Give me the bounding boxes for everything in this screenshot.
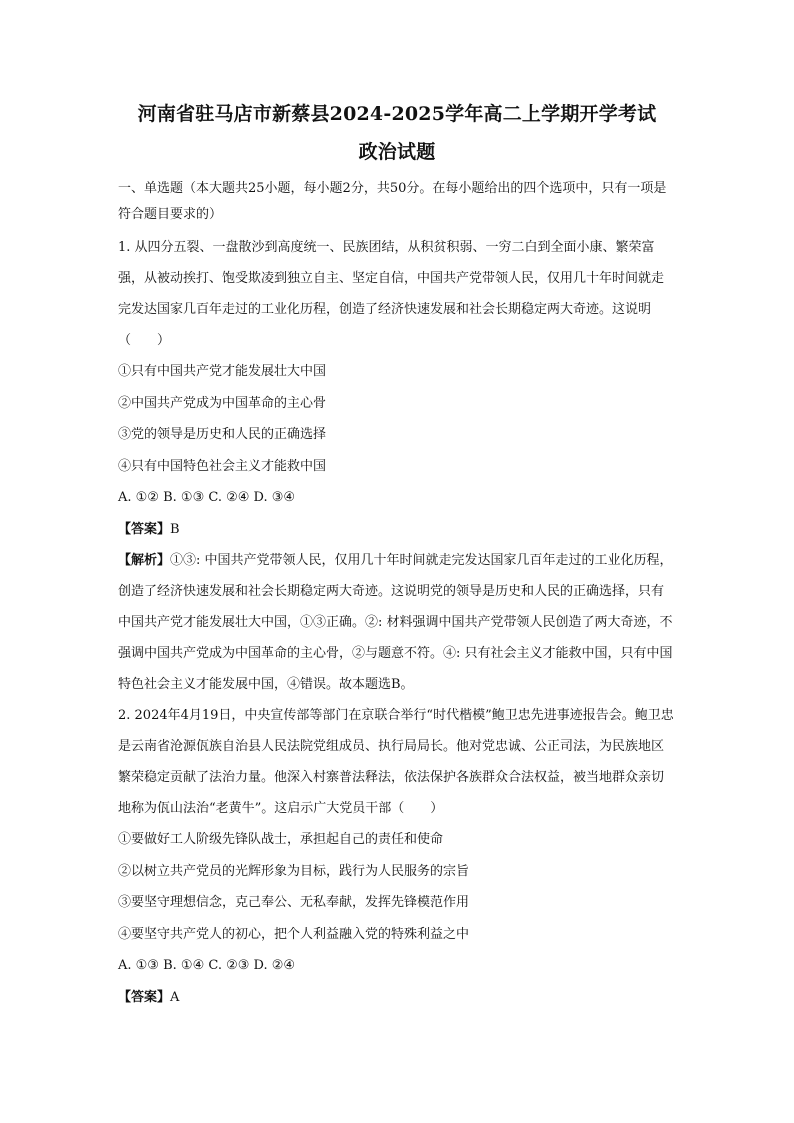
answer-value: B <box>170 521 180 537</box>
answer-line <box>118 982 676 1014</box>
answer-label: 【答案】 <box>118 989 171 1005</box>
answer-value: A <box>170 989 180 1005</box>
answer-choices: A. ①② B. ①③ C. ②④ D. ③④ <box>118 490 296 505</box>
question-option: ③党的领导是历史和人民的正确选择 <box>118 427 327 442</box>
question-option: ①要做好工人阶级先锋队战士，承担起自己的责任和使命 <box>118 832 444 847</box>
question-option: ②中国共产党成为中国革命的主心骨 <box>118 395 327 411</box>
analysis-label: 【解析】 <box>118 553 171 568</box>
section-heading: 一、单选题（本大题共25小题，每小题2分，共50分。在每小题给出的四个选项中，只有一项是符合题目要求的） <box>118 181 667 222</box>
exam-subtitle: 政治试题 <box>358 141 436 163</box>
analysis-text: ①③: 中国共产党带领人民，仅用几十年时间就走完发达国家几百年走过的工业化历程，创造了经济快速发展和社会长期稳定两大奇迹。这说明党的领导是历史和人民的正确选择，只有中国共产党才能发展壮大中国，①③正确。②: 材料强调中国共产党带领人民创造了两大奇迹，不强调中国共产党成为中国革命的主心骨，②与题意不符。④: 只有社会主义才能救中国，只有中国特色社会主义才能发展中国，④错误。故本题选B。 <box>118 553 673 692</box>
question-1 <box>118 232 676 700</box>
question-option: ③要坚守理想信念，克己奉公、无私奉献，发挥先锋模范作用 <box>118 895 470 910</box>
question-stem: 1. 从四分五裂、一盘散沙到高度统一、民族团结，从积贫积弱、一穷二白到全面小康、繁荣富强，从被动挨打、饱受欺凌到独立自主、坚定自信，中国共产党带领人民，仅用几十年时间就走完发达国家几百年走过的工业化历程，创造了经济快速发展和社会长期稳定两大奇迹。这说明（ ） <box>118 240 665 348</box>
question-stem: 2. 2024年4月19日，中央宣传部等部门在京联合举行“时代楷模”鲍卫忠先进事迹报告会。鲍卫忠是云南省沧源佤族自治县人民法院党组成员、执行局局长。他对党忠诚、公正司法，为民族地区繁荣稳定贡献了法治力量。他深入村寨普法释法，依法保护各族群众合法权益，被当地群众亲切地称为佤山法治“老黄牛”。这启示广大党员干部（ ） <box>118 708 674 816</box>
question-option: ④只有中国特色社会主义才能救中国 <box>118 458 327 474</box>
answer-label: 【答案】 <box>118 521 171 537</box>
exam-title: 河南省驻马店市新蔡县2024-2025学年高二上学期开学考试 <box>137 103 657 125</box>
question-option: ④要坚守共产党人的初心，把个人利益融入党的特殊利益之中 <box>118 926 470 942</box>
question-option: ②以树立共产党员的光辉形象为目标，践行为人民服务的宗旨 <box>118 863 470 879</box>
analysis-paragraph <box>118 545 676 700</box>
answer-line <box>118 514 676 546</box>
question-option: ①只有中国共产党才能发展壮大中国 <box>118 364 327 379</box>
answer-choices: A. ①③ B. ①④ C. ②③ D. ②④ <box>118 958 296 973</box>
question-2 <box>118 700 676 1013</box>
